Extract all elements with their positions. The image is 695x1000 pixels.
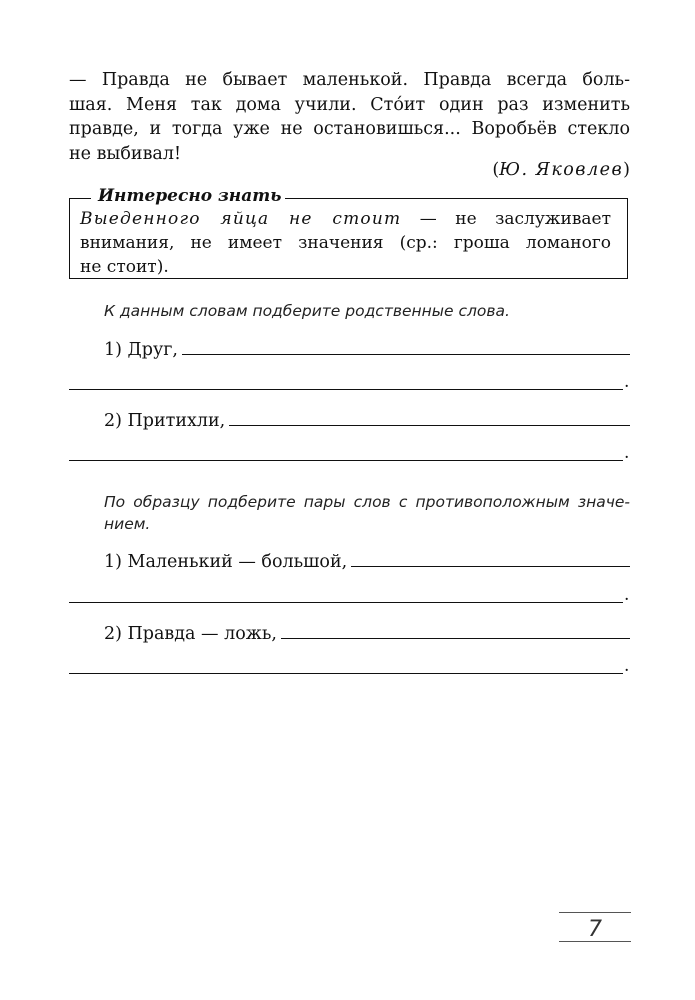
line-end-period: . [624, 656, 630, 676]
story-excerpt [69, 68, 630, 166]
info-box [69, 186, 628, 279]
task1-item-1-answer-line[interactable] [182, 353, 630, 355]
box-frame-top [280, 198, 627, 199]
page-number-rule-top [559, 912, 631, 913]
box-frame-left-tick [69, 198, 91, 199]
task1-item-1 [104, 336, 630, 360]
author-paren-open: ( [492, 160, 500, 180]
excerpt-line: шая. Меня так дома учили. Сто́ит один раз изменить [69, 94, 630, 115]
task2-item-2-answer-line-2[interactable] [69, 672, 623, 674]
info-line: не стоит). [80, 257, 169, 277]
info-line: внимания, не имеет значения (ср.: гроша ломаного [80, 233, 611, 253]
task2-item-2-answer-line[interactable] [281, 637, 630, 639]
task1-instruction [104, 300, 630, 322]
task2-instruction-line: нием. [104, 515, 151, 533]
line-end-period: . [624, 585, 630, 605]
task1-item-2-label: 2) Притихли, [104, 411, 226, 431]
task2-item-2 [104, 620, 630, 644]
excerpt-line: не выбивал! [69, 143, 181, 164]
task2-item-1-label: 1) Маленький — большой, [104, 552, 348, 572]
task1-item-2 [104, 407, 630, 431]
line-end-period: . [624, 372, 630, 392]
task2-item-1-answer-line[interactable] [351, 565, 630, 567]
excerpt-line: правде, и тогда уже не остановишься... Воробьёв стекло [69, 119, 630, 139]
info-line [80, 207, 611, 231]
info-box-title: Интересно знать [94, 186, 285, 206]
author-paren-close: ) [623, 160, 630, 180]
task2-item-1 [104, 548, 630, 572]
line-end-period: . [624, 443, 630, 463]
idiom-meaning: — не заслуживает [401, 209, 611, 229]
task1-instruction-text: К данным словам подберите родственные слова. [104, 302, 510, 320]
task1-item-2-answer-line[interactable] [229, 424, 630, 426]
author-name: Ю. Яковлев [499, 160, 624, 180]
quote-author [69, 160, 630, 180]
task2-instruction-line: По образцу подберите пары слов с противоположным значе- [104, 493, 630, 511]
info-box-text [80, 207, 611, 279]
idiom: Выеденного яйца не стоит [80, 209, 402, 229]
excerpt-line: — Правда не бывает маленькой. Правда всегда боль- [69, 70, 630, 90]
task2-instruction [104, 491, 630, 535]
task2-item-2-label: 2) Правда — ложь, [104, 624, 277, 644]
page-number-rule-bottom [559, 941, 631, 942]
task2-item-1-answer-line-2[interactable] [69, 601, 623, 603]
task1-item-1-answer-line-2[interactable] [69, 388, 623, 390]
page-number: 7 [588, 917, 602, 942]
task1-item-1-label: 1) Друг, [104, 340, 178, 360]
task1-item-2-answer-line-2[interactable] [69, 459, 623, 461]
